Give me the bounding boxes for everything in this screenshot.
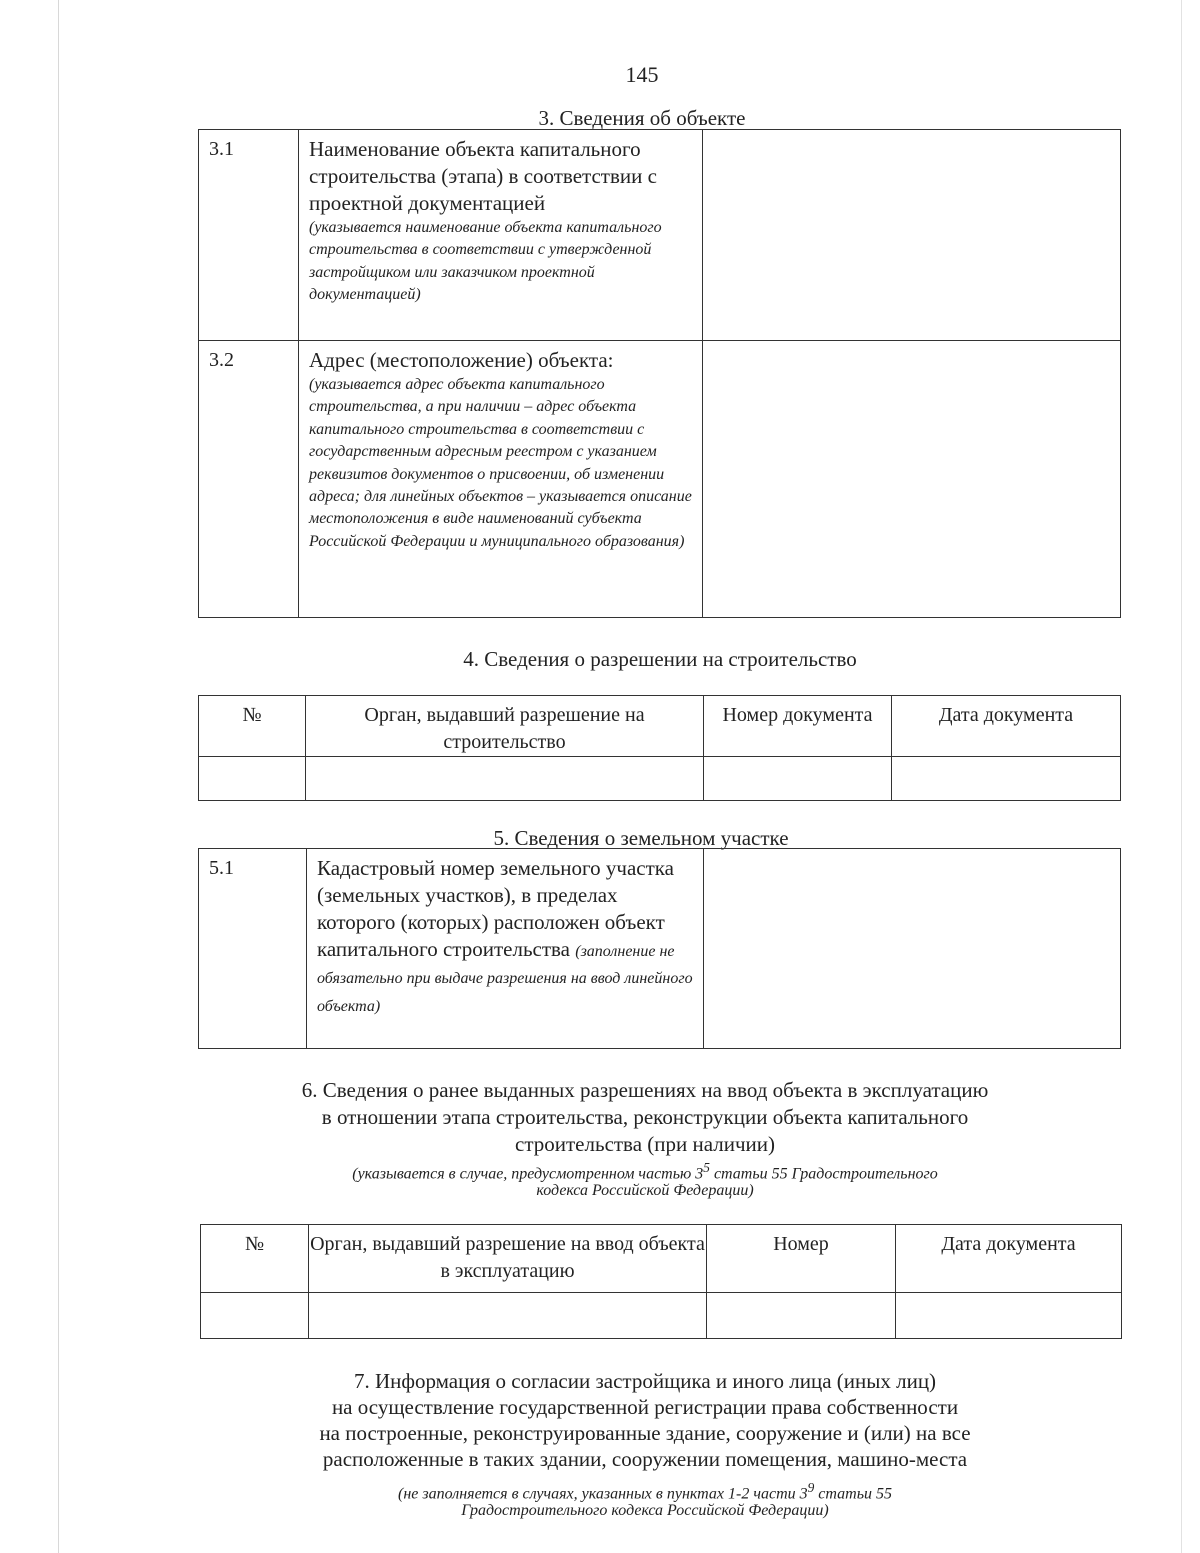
page-number: 145 (625, 62, 659, 87)
section4-title: 4. Сведения о разрешении на строительство (463, 647, 857, 671)
section4-table (198, 695, 1121, 801)
row-note: (указывается наименование объекта капитального строительства в соответствии с утвержденной застройщиком или заказчиком проектной документацией) (309, 219, 662, 304)
header-authority: Орган, выдавший разрешение на ввод объекта в эксплуатацию (309, 1225, 707, 1293)
section7-note-superscript: 9 (807, 1480, 815, 1495)
section7-title-line1: 7. Информация о согласии застройщика и иного лица (иных лиц) (353, 1369, 937, 1393)
table-row (201, 1293, 1122, 1339)
row-number-cell (199, 130, 299, 341)
row-label-cell (299, 130, 703, 341)
scan-edge-right (1181, 0, 1182, 1553)
row-value-cell[interactable] (704, 849, 1121, 1049)
table-row (199, 849, 1121, 1049)
row-number: 3.2 (209, 349, 234, 371)
section6-note-superscript: 5 (703, 1160, 710, 1175)
row-number-cell (199, 341, 299, 618)
section3-title: 3. Сведения об объекте (538, 106, 746, 130)
row-label-cell (299, 341, 703, 618)
section6-note-text-end: статьи 55 Градостроительного (709, 1165, 938, 1183)
section7-note-line2: Градостроительного кодекса Российской Федерации) (461, 1502, 829, 1519)
cell-number[interactable] (199, 757, 306, 801)
header-doc-date: Дата документа (896, 1225, 1122, 1293)
scan-edge-left (58, 0, 59, 1553)
cell-doc-date[interactable] (896, 1293, 1122, 1339)
section3-table (198, 129, 1121, 618)
table-header-row (201, 1225, 1122, 1293)
header-doc-date: Дата документа (892, 696, 1121, 757)
header-doc-number: Номер документа (704, 696, 892, 757)
table-row (199, 341, 1121, 618)
cell-authority[interactable] (306, 757, 704, 801)
header-authority: Орган, выдавший разрешение на строительство (306, 696, 704, 757)
table-row (199, 130, 1121, 341)
cell-doc-date[interactable] (892, 757, 1121, 801)
section6-note-text: (указывается в случае, предусмотренном частью 3 (352, 1165, 704, 1183)
row-value-cell[interactable] (703, 341, 1121, 618)
section6-table (200, 1224, 1122, 1339)
row-note: (указывается адрес объекта капитального строительства, а при наличии – адрес объекта капитального строительства в соответствии с государственным адресным реестром с указанием реквизитов документов о присвоении, об изменении адреса; для линейных объектов – указывается описание местоположения в виде наименований субъекта Российской Федерации и муниципального образования) (309, 376, 692, 550)
cell-doc-number[interactable] (704, 757, 892, 801)
row-number: 5.1 (209, 857, 234, 879)
row-label: Наименование объекта капитального строительства (этапа) в соответствии с проектной документацией (309, 137, 657, 215)
section5-table (198, 848, 1121, 1049)
section7-title-line3: на построенные, реконструированные здание, сооружение и (или) на все (319, 1421, 971, 1445)
row-number: 3.1 (209, 138, 234, 160)
section7-note-text: (не заполняется в случаях, указанных в пунктах 1-2 части 3 (398, 1485, 808, 1503)
row-note: (заполнение не обязательно при выдаче разрешения на ввод линейного объекта) (317, 943, 693, 1015)
row-value-cell[interactable] (703, 130, 1121, 341)
table-row (199, 757, 1121, 801)
cell-doc-number[interactable] (707, 1293, 896, 1339)
row-label: Адрес (местоположение) объекта: (309, 348, 614, 372)
section7-note-text-end: статьи 55 (814, 1485, 892, 1503)
section6-title-line2: в отношении этапа строительства, реконструкции объекта капитального (321, 1105, 969, 1129)
row-number-cell (199, 849, 307, 1049)
section7-title-line2: на осуществление государственной регистрации права собственности (331, 1395, 959, 1419)
section6-title-line3: строительства (при наличии) (515, 1132, 775, 1156)
section5-title: 5. Сведения о земельном участке (493, 826, 789, 850)
section6-note-line2: кодекса Российской Федерации) (536, 1182, 754, 1199)
row-label-cell (307, 849, 704, 1049)
section7-title-line4: расположенные в таких здании, сооружении помещения, машино-места (322, 1447, 968, 1471)
header-number: № (201, 1225, 309, 1293)
cell-authority[interactable] (309, 1293, 707, 1339)
cell-number[interactable] (201, 1293, 309, 1339)
section6-title-line1: 6. Сведения о ранее выданных разрешениях на ввод объекта в эксплуатацию (301, 1078, 989, 1102)
header-doc-number: Номер (707, 1225, 896, 1293)
table-header-row (199, 696, 1121, 757)
row-label: Кадастровый номер земельного участка (земельных участков), в пределах которого (которых) расположен объект капитального строительства (317, 856, 674, 961)
header-number: № (199, 696, 306, 757)
